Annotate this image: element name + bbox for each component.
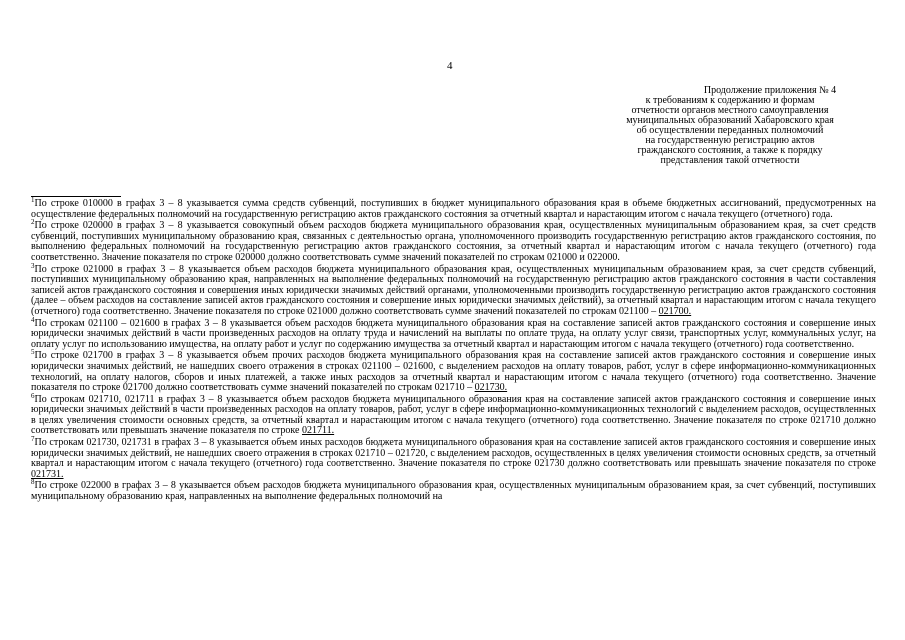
footnote-number: 4 <box>31 315 35 324</box>
footnote-text: По строкам 021100 – 021600 в графах 3 – 8 указывается объем расходов бюджета муниципального образования края на составление записей актов гражданского состояния и совершение иных юридически значимых действий в части произведенных расходов на оплату труда и начислений на выплаты по оплате труда, на оплату услуг связи, транспортных услуг, коммунальных услуг, на оплату услуг по использованию имущества, на оплату работ и услуг по содержанию имущества за отчетный квартал и нарастающим итогом с начала текущего (отчетного) года соответственно. <box>31 317 876 350</box>
footnote-3 <box>31 261 876 318</box>
footnote-number: 3 <box>31 261 35 270</box>
page-number: 4 <box>447 60 453 72</box>
footnote-text: По строке 021700 в графах 3 – 8 указывается объем прочих расходов бюджета муниципального образования края на составление записей актов гражданского состояния и совершение иных юридически значимых действий, не нашедших своего отражения в строках 021100 – 021600, с выделением расходов на оплату товаров, работ, услуг в сфере информационно-коммуникационных технологий, на оплату налогов, сборов и иных платежей, а также иных расходов за отчетный квартал и нарастающим итогом с начала текущего (отчетного) года соответственно. Значение показателя по строке 021700 должно соответствовать сумме значений показателей по строкам 021710 – <box>31 350 876 394</box>
footnote-separator <box>31 196 121 197</box>
header-line: на государственную регистрацию актов <box>645 135 815 146</box>
footnote-8 <box>31 478 876 503</box>
header-line: Продолжение приложения № 4 <box>703 85 837 96</box>
footnote-2 <box>31 218 876 263</box>
appendix-header <box>600 86 860 166</box>
header-line: к требованиям к содержанию и формам <box>645 95 815 106</box>
footnote-number: 6 <box>31 391 35 400</box>
footnote-underlined-row: 021711. <box>301 425 335 437</box>
footnote-text: По строке 022000 в графах 3 – 8 указывается объем расходов бюджета муниципального образования края, осуществленных муниципальным образованием края, за счет субвенций, поступивших муниципальному образованию края, направленных на выполнение федеральных полномочий на <box>31 480 876 503</box>
header-line: представления такой отчетности <box>660 155 800 166</box>
footnote-5 <box>31 348 876 394</box>
footnote-text: По строке 021000 в графах 3 – 8 указывается объем расходов бюджета муниципального образования края, осуществленных муниципальным образованием края, за счет средств субвенций, поступивших муниципальному образованию края, направленных на выполнение федеральных полномочий на государственную регистрацию актов гражданского состояния в части составления записей актов гражданского состояния и совершения иных юридически значимых действий органами, уполномоченными производить государственную регистрацию актов гражданского состояния (далее – объем расходов на составление записей актов гражданского состояния и совершение иных юридически значимых действий), за отчетный квартал и нарастающим итогом с начала текущего (отчетного) года соответственно. Значение показателя по строке 021000 должно соответствовать сумме значений показателей по строкам 021100 – <box>31 263 876 317</box>
footnotes <box>31 196 876 504</box>
footnote-number: 5 <box>31 348 35 357</box>
footnote-text: По строкам 021730, 021731 в графах 3 – 8 указывается объем иных расходов бюджета муниципального образования края на составление записей актов гражданского состояния и совершение иных юридически значимых действий, не нашедших своего отражения в строках 021710 – 021720, с выделением расходов, осуществленных в целях увеличения стоимости основных средств, за отчетный квартал и нарастающим итогом с начала текущего (отчетного) года соответственно. Значение показателя по строке 021730 должно соответствовать или превышать значение показателя по строке <box>31 437 876 470</box>
footnote-underlined-row: 021731. <box>31 468 64 480</box>
footnote-underlined-row: 021700. <box>658 305 692 317</box>
footnote-number: 1 <box>31 196 35 204</box>
header-line: об осуществлении переданных полномочий <box>636 125 824 136</box>
footnote-number: 7 <box>31 435 35 444</box>
footnote-7 <box>31 435 876 480</box>
footnote-text: По строке 010000 в графах 3 – 8 указывается сумма средств субвенций, поступивших в бюджет муниципального образования края в объеме бюджетных ассигнований, предусмотренных на осуществление федеральных полномочий на государственную регистрацию актов гражданского состояния за отчетный квартал и нарастающим итогом с начала текущего (отчетного) года. <box>31 198 876 220</box>
footnote-number: 2 <box>31 218 35 227</box>
footnote-6 <box>31 391 876 437</box>
header-line: гражданского состояния, а также к порядку <box>637 145 823 156</box>
footnote-number: 8 <box>31 478 35 487</box>
footnote-underlined-row: 021730. <box>474 382 508 394</box>
footnote-4 <box>31 315 876 351</box>
footnote-1 <box>31 196 876 220</box>
header-line: отчетности органов местного самоуправления <box>631 105 829 116</box>
header-line: муниципальных образований Хабаровского края <box>626 115 834 126</box>
footnote-text: По строкам 021710, 021711 в графах 3 – 8 указывается объем расходов бюджета муниципального образования края на составление записей актов гражданского состояния и совершение иных юридически значимых действий в части произведенных расходов на оплату товаров, работ, услуг в сфере информационно-коммуникационных технологий с выделением расходов, осуществленных в целях увеличения стоимости основных средств, за отчетный квартал и нарастающим итогом с начала текущего (отчетного) года соответственно. Значение показателя по строке 021710 должно соответствовать или превышать значение показателя по строке <box>31 393 876 437</box>
footnote-text: По строке 020000 в графах 3 – 8 указывается совокупный объем расходов бюджета муниципального образования края, осуществленных муниципальным образованием края, за счет средств субвенций, поступивших муниципальному образованию края, связанных с деятельностью органа, уполномоченного производить государственную регистрацию актов гражданского состояния, по выполнению федеральных полномочий на государственную регистрацию актов гражданского состояния, за отчетный квартал и нарастающим итогом с начала текущего (отчетного) года соответственно. Значение показателя по строке 020000 должно соответствовать сумме значений показателей по строкам 021000 и 022000. <box>31 220 876 263</box>
